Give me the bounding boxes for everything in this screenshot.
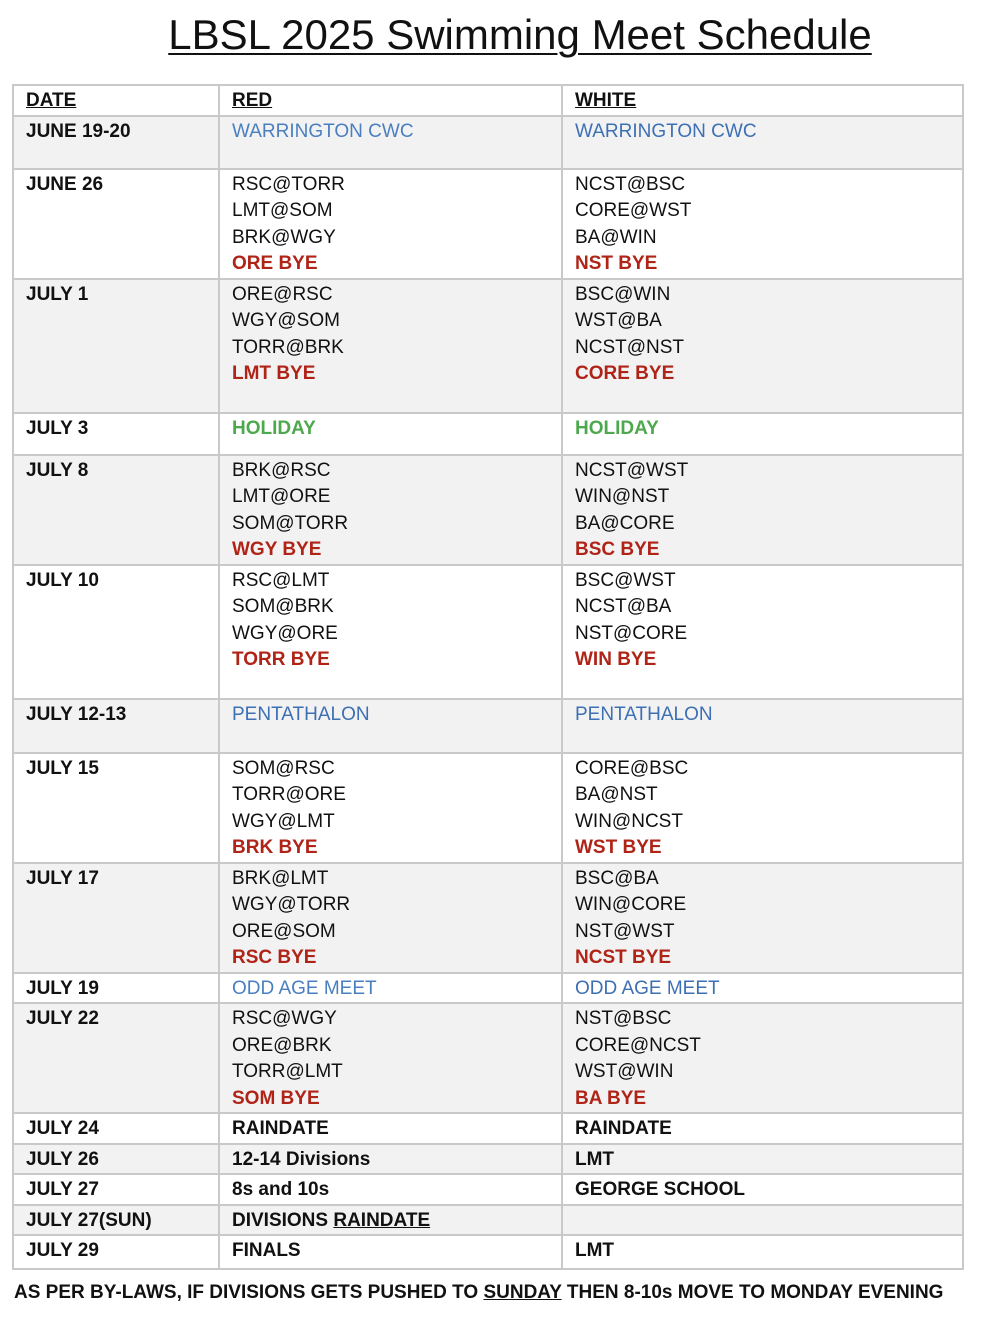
matchup-line: TORR@BRK [232, 336, 344, 358]
white-cell [562, 863, 963, 973]
row-date: JUNE 19-20 [13, 116, 219, 169]
white-cell [562, 1003, 963, 1113]
red-cell [219, 279, 562, 413]
row-date: JULY 29 [13, 1235, 219, 1269]
row-date: JULY 19 [13, 973, 219, 1004]
white-cell [562, 455, 963, 565]
schedule-row [13, 1235, 963, 1269]
schedule-row [13, 116, 963, 169]
header-date: DATE [13, 85, 219, 116]
matchup-line: WIN@NCST [575, 810, 683, 832]
matchup-line: RSC@TORR [232, 173, 345, 195]
row-date: JULY 27(SUN) [13, 1205, 219, 1236]
matchup-line: ODD AGE MEET [232, 977, 377, 999]
schedule-row [13, 565, 963, 699]
matchup-line: TORR BYE [232, 649, 330, 670]
matchup-line: BSC@BA [575, 867, 659, 889]
matchup-line: WST@WIN [575, 1061, 674, 1082]
matchup-line: PENTATHALON [575, 703, 713, 725]
matchup-line: WIN@CORE [575, 894, 687, 915]
matchup-line: CORE@BSC [575, 757, 689, 779]
red-cell [219, 1003, 562, 1113]
matchup-line: BA@WIN [575, 226, 657, 248]
matchup-line: ORE@RSC [232, 283, 333, 305]
matchup-line: RSC@LMT [232, 569, 330, 591]
matchup-line: BA BYE [575, 1087, 647, 1109]
header-red: RED [219, 85, 562, 116]
matchup-line: RSC@WGY [232, 1008, 337, 1029]
matchup-line: PENTATHALON [232, 703, 370, 725]
row-date: JULY 15 [13, 753, 219, 863]
matchup-line: BRK BYE [232, 837, 318, 858]
matchup-line: NCST@BA [575, 596, 672, 617]
white-cell [562, 1144, 963, 1175]
matchup-line: WIN BYE [575, 649, 657, 670]
matchup-line: ORE@SOM [232, 920, 336, 942]
matchup-line: WGY@SOM [232, 310, 340, 331]
row-date: JULY 22 [13, 1003, 219, 1113]
matchup-line: CORE@WST [575, 200, 692, 221]
matchup-line: BA@NST [575, 784, 658, 805]
schedule-row [13, 169, 963, 279]
matchup-line: NST BYE [575, 253, 658, 274]
row-date: JULY 3 [13, 413, 219, 455]
schedule-row [13, 699, 963, 753]
matchup-line: NCST@BSC [575, 173, 686, 195]
white-cell [562, 1235, 963, 1269]
white-cell [562, 973, 963, 1004]
schedule-row [13, 1205, 963, 1236]
matchup-line: WGY@LMT [232, 810, 335, 832]
matchup-line: TORR@LMT [232, 1061, 343, 1082]
red-cell [219, 413, 562, 455]
row-date: JULY 17 [13, 863, 219, 973]
red-cell [219, 1144, 562, 1175]
schedule-row [13, 1144, 963, 1175]
white-cell [562, 565, 963, 699]
matchup-line: WGY BYE [232, 539, 322, 560]
footnote-post: THEN 8-10s MOVE TO MONDAY EVENING [561, 1282, 944, 1303]
matchup-line: BRK@RSC [232, 459, 331, 481]
red-cell [219, 753, 562, 863]
matchup-line: WIN@NST [575, 486, 670, 507]
matchup-line: GEORGE SCHOOL [575, 1179, 745, 1200]
matchup-line: BSC@WST [575, 569, 676, 591]
row-date: JUNE 26 [13, 169, 219, 279]
white-cell [562, 699, 963, 753]
matchup-line: TORR@ORE [232, 784, 346, 805]
matchup-line: FINALS [232, 1240, 301, 1261]
matchup-line: NST@WST [575, 920, 675, 942]
matchup-line: BSC@WIN [575, 283, 671, 305]
matchup-line: WARRINGTON CWC [232, 120, 414, 142]
matchup-line: SOM@TORR [232, 512, 349, 534]
white-cell [562, 1205, 963, 1236]
matchup-line: LMT [575, 1240, 615, 1261]
schedule-row [13, 279, 963, 413]
matchup-line: LMT@SOM [232, 200, 333, 221]
matchup-line: SOM BYE [232, 1087, 320, 1109]
matchup-line: ORE@BRK [232, 1034, 332, 1056]
matchup-line: RAINDATE [232, 1118, 329, 1139]
page-title: LBSL 2025 Swimming Meet Schedule [168, 11, 872, 58]
matchup-line: WGY@ORE [232, 622, 338, 644]
schedule-table [12, 84, 964, 1270]
matchup-line: NST@BSC [575, 1008, 672, 1029]
matchup-line: SOM@RSC [232, 757, 335, 779]
matchup-line: LMT BYE [232, 363, 316, 384]
schedule-row [13, 413, 963, 455]
matchup-line: RSC BYE [232, 947, 317, 968]
matchup-line: NCST BYE [575, 947, 672, 968]
matchup-line: ODD AGE MEET [575, 977, 720, 999]
matchup-line: LMT@ORE [232, 486, 331, 507]
red-cell [219, 116, 562, 169]
red-cell [219, 1235, 562, 1269]
white-cell [562, 753, 963, 863]
bylaws-footnote [14, 1282, 943, 1304]
red-cell [219, 1174, 562, 1205]
row-date: JULY 1 [13, 279, 219, 413]
row-date: JULY 26 [13, 1144, 219, 1175]
matchup-line: BSC BYE [575, 539, 660, 560]
footnote-sunday: SUNDAY [483, 1282, 562, 1303]
header-row [13, 85, 963, 116]
row-date: JULY 27 [13, 1174, 219, 1205]
matchup-line: CORE@NCST [575, 1034, 701, 1056]
matchup-line: WGY@TORR [232, 894, 351, 915]
white-cell [562, 116, 963, 169]
matchup-line: RAINDATE [575, 1118, 672, 1139]
schedule-row [13, 1174, 963, 1205]
footnote-pre: AS PER BY-LAWS, IF DIVISIONS GETS PUSHED TO [14, 1282, 484, 1303]
red-cell [219, 973, 562, 1004]
matchup-line: NST@CORE [575, 622, 688, 644]
matchup-line: BRK@LMT [232, 867, 329, 889]
matchup-line [232, 1208, 549, 1235]
matchup-line: SOM@BRK [232, 596, 334, 617]
matchup-line: LMT [575, 1148, 615, 1170]
white-cell [562, 413, 963, 455]
white-cell [562, 169, 963, 279]
matchup-line: NCST@NST [575, 336, 685, 358]
schedule-row [13, 1003, 963, 1113]
matchup-line: NCST@WST [575, 459, 689, 481]
schedule-row [13, 1113, 963, 1144]
matchup-line: 8s and 10s [232, 1179, 330, 1200]
red-cell [219, 169, 562, 279]
red-cell [219, 1113, 562, 1144]
text-part: DIVISIONS [232, 1209, 334, 1231]
red-cell [219, 455, 562, 565]
matchup-line: 12-14 Divisions [232, 1148, 371, 1170]
matchup-line: CORE BYE [575, 363, 675, 384]
row-date: JULY 8 [13, 455, 219, 565]
row-date: JULY 10 [13, 565, 219, 699]
row-date: JULY 24 [13, 1113, 219, 1144]
row-date: JULY 12-13 [13, 699, 219, 753]
schedule-row [13, 753, 963, 863]
red-cell [219, 565, 562, 699]
red-cell [219, 863, 562, 973]
red-cell [219, 699, 562, 753]
matchup-line: WST@BA [575, 310, 662, 331]
matchup-line: ORE BYE [232, 253, 318, 274]
header-white: WHITE [562, 85, 963, 116]
white-cell [562, 1174, 963, 1205]
schedule-row [13, 863, 963, 973]
white-cell [562, 279, 963, 413]
white-cell [562, 1113, 963, 1144]
matchup-line: BA@CORE [575, 512, 675, 534]
matchup-line: HOLIDAY [232, 417, 316, 439]
schedule-row [13, 455, 963, 565]
matchup-line: WARRINGTON CWC [575, 120, 757, 142]
matchup-line: HOLIDAY [575, 417, 659, 439]
matchup-line: BRK@WGY [232, 226, 336, 248]
matchup-line: WST BYE [575, 837, 662, 858]
text-part: RAINDATE [333, 1209, 431, 1231]
red-cell [219, 1205, 562, 1236]
schedule-row [13, 973, 963, 1004]
